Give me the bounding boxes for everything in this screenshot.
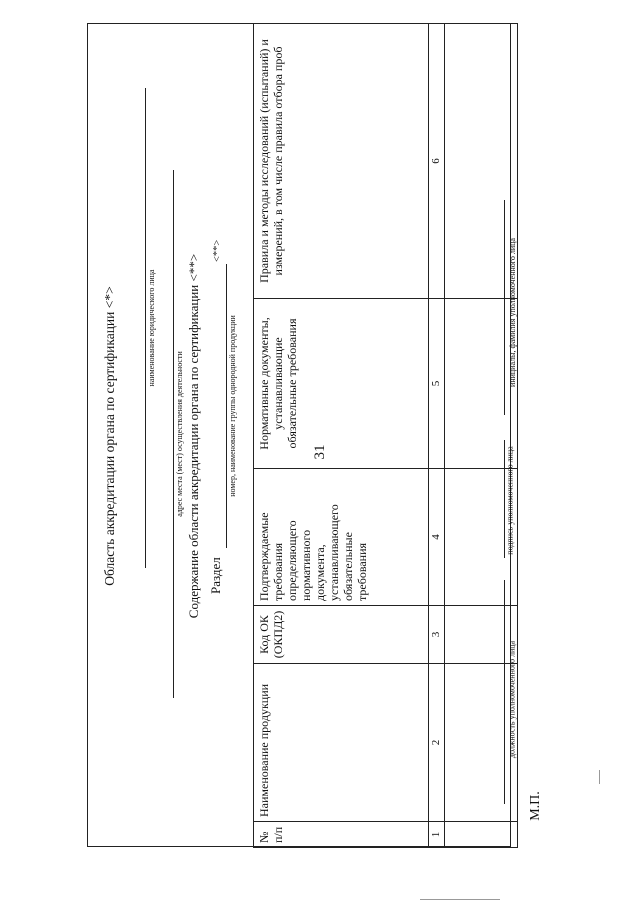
header-cell-normative-documents: Нормативные документы, устанавливающие обязательные требования (254, 299, 429, 469)
address-caption: адрес места (мест) осуществления деятельности (175, 351, 184, 517)
address-line (173, 170, 174, 698)
column-number-row (429, 24, 445, 848)
name-line (504, 200, 505, 415)
header-cell-okpd-code: Код ОК (ОКПД2) (254, 606, 429, 664)
page-number: 31 (311, 444, 328, 460)
section-caption: номер, наименование группы однородной продукции (228, 315, 237, 497)
stamp-label: М.П. (527, 791, 543, 821)
position-caption: должность уполномоченного лица (507, 640, 517, 759)
header-cell-number: № п/п (254, 822, 429, 848)
name-caption: инициалы, фамилия уполномоченного лица (508, 238, 517, 387)
legal-entity-line (145, 88, 146, 568)
section-line (226, 264, 227, 548)
column-number-cell: 4 (429, 469, 445, 606)
column-number-cell: 3 (429, 606, 445, 664)
scan-mark (599, 770, 600, 784)
column-number-cell: 2 (429, 664, 445, 822)
rotated-content (88, 24, 512, 848)
header-cell-confirmed-requirements: Подтверждаемые требования определяющего нормативного документа, устанавливающего обязательные требования (254, 469, 429, 606)
column-number-cell: 1 (429, 822, 445, 848)
content-title: Содержание области аккредитации органа по сертификации <**> (186, 253, 201, 619)
scope-table (253, 23, 518, 848)
scan-edge-mark (420, 899, 500, 900)
signature-caption: подпись уполномоченного лица (505, 446, 515, 555)
section-marker: <**> (212, 239, 223, 262)
column-number-cell: 5 (429, 299, 445, 469)
certification-scope-form (87, 23, 511, 847)
legal-entity-caption: наименование юридического лица (147, 269, 156, 387)
table-header-row (254, 24, 429, 848)
column-number-cell: 6 (429, 24, 445, 299)
section-label: Раздел (208, 557, 223, 594)
form-title: Область аккредитации органа по сертификации <*> (102, 286, 117, 586)
position-line (504, 580, 505, 804)
header-cell-product-name: Наименование продукции (254, 664, 429, 822)
header-cell-test-methods: Правила и методы исследований (испытаний) и измерений, в том числе правила отбора проб (254, 24, 429, 299)
